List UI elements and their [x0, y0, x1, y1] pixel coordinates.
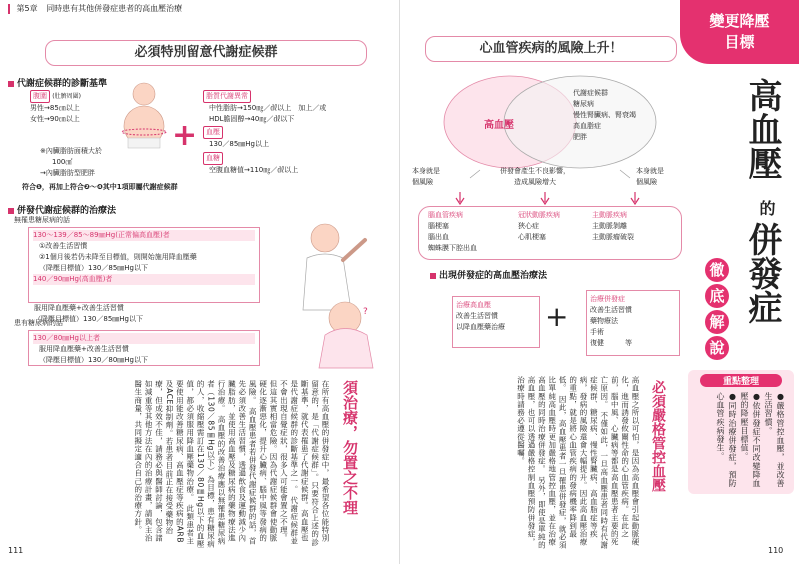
- waist-female: 女性→90㎝以上: [30, 115, 80, 123]
- dm-box: [28, 330, 260, 366]
- disease-1-name: 腦血管疾病: [428, 211, 463, 219]
- bp1-b: ②1個月後若仍未降至目標值，則開始施用降血壓藥: [39, 253, 197, 261]
- disease-2-item: 狹心症: [518, 222, 539, 230]
- bp3-b: （降壓目標值）130／80㎜Hg以下: [39, 356, 148, 364]
- sugar-tag: 血糖: [203, 152, 223, 165]
- left-column-text: [70, 380, 330, 550]
- big-title-c: 併發症: [742, 222, 782, 324]
- disease-1: [428, 210, 477, 254]
- bp3-title: 130／80㎜Hg以上者: [33, 333, 255, 344]
- right-treat-heading: 出現併發症的高血壓治療法: [430, 268, 547, 281]
- venn-item: 高血脂症: [573, 122, 601, 130]
- left-col-p3: 高血壓患者若併發代謝症候群的話，首先必須改善生活習慣，透過飲食及運動減少內臟脂肪，並使用高血壓及糖尿病的藥物療法進行治療。: [216, 380, 258, 545]
- waist-tag: 腹圍: [30, 90, 50, 103]
- summary-item: ●同時治療併發症，預防心血管疾病發生。: [716, 392, 737, 488]
- no-dm-box: [28, 227, 260, 303]
- right-col-p1: 高血壓之所以可怕，是因為高血壓會引起動脈硬化，進而誘發攸關性命的心血管疾病。在此之前，腦中風、心臟病等都是高血壓患者主要的死亡原因。: [599, 376, 640, 547]
- treat-complication-box: [586, 290, 680, 356]
- lipid-line-1: 中性脂肪→150㎎／㎗以上 加上／或: [209, 104, 327, 112]
- left-column-title: 須治療，勿置之不理: [341, 380, 359, 515]
- treat-comp-item: 復健 等: [590, 339, 632, 347]
- bp1-title: 130～139／85～89㎜Hg(正常偏高血壓)者: [33, 230, 255, 241]
- header-bar: [8, 4, 10, 14]
- treat-comp-item: 手術: [590, 328, 604, 336]
- bp2-a: 服用降血壓藥+改善生活習慣: [34, 304, 124, 312]
- left-col-p1: 在所有高血壓的併發症中，最希望各位能特別留意的，是「代謝症候群」。只要符合上述的診斷基準，就代表罹患了代謝症候群。高血壓也是代謝症候群的診斷基準之一。: [289, 380, 330, 547]
- bp-line-1: 130／85㎜Hg以上: [209, 140, 269, 148]
- bp1-c: （降壓目標值）130／85㎜Hg以下: [39, 264, 148, 272]
- venn-item: 肥胖: [573, 133, 587, 141]
- treat-bp-box: [452, 296, 540, 348]
- chapter-label: 第5章: [16, 4, 38, 13]
- bp2-b: （降壓目標值）130／85㎜Hg以下: [34, 315, 143, 323]
- tab-line-2: 目標: [724, 33, 755, 51]
- plus-sign-right: +: [545, 300, 569, 333]
- bp2-title: 140／90㎜Hg(高血壓)者: [33, 274, 255, 285]
- left-col-p5: 此類患者主要使用能改善糖尿病、高血壓症等疾病的ARB及ACE抑制劑。若患者目前正在接受藥物治療，但成效不佳，請務必與醫師討論，包含諸如減重等其他方法在內的治療計畫，請與主治醫生商量，共同擬定適合自己的治療方針。: [133, 380, 195, 545]
- summary-item: ●依併發症不同改變降血壓的降壓目標值。: [740, 392, 761, 488]
- svg-text:?: ?: [363, 307, 368, 317]
- disease-2-name: 冠狀動脈疾病: [518, 211, 560, 219]
- summary-item-text: 同時治療併發症，預防心血管疾病發生。: [716, 392, 737, 488]
- right-col-p2: 不僅如此，一旦高血壓患者同時有代謝症候群、糖尿病、慢性腎臟病、高血脂症等疾病，發病的風險還會大幅提升。因此高血壓治療的重點，就是將心血管疾病的發病機率降到最低。: [558, 376, 609, 550]
- disease-3: [592, 210, 634, 243]
- treat-bp-title: 治療高血壓: [456, 301, 491, 309]
- summary-title: 重點整理: [700, 374, 782, 387]
- visceral-note-3: →內臟脂肪型肥胖: [40, 169, 95, 177]
- waist-block: [30, 90, 120, 125]
- right-box-title: 心血管疾病的風險上升！: [425, 36, 677, 62]
- dm-label: 患有糖尿病的話: [14, 319, 63, 327]
- treat-comp-title: 治療併發症: [590, 295, 625, 303]
- gutter-divider: [399, 0, 400, 564]
- plus-sign: +: [172, 118, 198, 153]
- disease-1-item: 腦梗塞: [428, 222, 449, 230]
- summary-item: ●嚴格管控血壓，並改善生活習慣。: [764, 392, 785, 488]
- criteria-heading: 代謝症候群的診斷基準: [8, 76, 107, 89]
- left-col-p4: 高血壓的改善治療應以無罹患糖尿病者（130／85㎜Hg以下）為目標，患有糖尿病的人，收縮壓需訂在130／80㎜Hg以下的血壓值，都必須服用降血壓藥物治療。: [185, 380, 226, 549]
- summary-box: [688, 370, 794, 494]
- lipid-line-2: HDL膽固醇→40㎎／㎗以下: [209, 115, 295, 123]
- side-left-note: 本身就是 個風險: [412, 167, 440, 186]
- waist-male: 男性→85㎝以上: [30, 104, 80, 112]
- summary-item-text: 嚴格管控血壓，並改善生活習慣。: [764, 392, 785, 488]
- treat-heading: 併發代謝症候群的治療法: [8, 203, 116, 216]
- right-column-title: 必須嚴格管控血壓: [650, 380, 666, 492]
- disease-3-item: 主動脈剝離: [592, 222, 627, 230]
- bp-tag: 血壓: [203, 126, 223, 139]
- bubble-2: 底: [705, 284, 729, 308]
- bubble-3: 解: [705, 310, 729, 334]
- disease-3-name: 主動脈疾病: [592, 211, 627, 219]
- disease-3-item: 主動脈瘤破裂: [592, 233, 634, 241]
- lipid-tag: 脂質代謝異常: [203, 90, 251, 103]
- big-title-a: 高血壓: [742, 78, 782, 180]
- treat-comp-item: 改善生活習慣: [590, 306, 632, 314]
- summary-list: [714, 392, 786, 490]
- summary-item-text: 依併發症不同改變降血壓的降壓目標值。: [740, 392, 761, 488]
- venn-item: 慢性腎臟病、腎衰竭: [573, 111, 636, 119]
- waist-note: (肚臍周圍): [52, 93, 81, 100]
- tab-line-1: 變更降壓: [709, 12, 770, 30]
- venn-left-label: 高血壓: [484, 120, 514, 131]
- lipid-block: [203, 90, 393, 125]
- chapter-tab: [680, 0, 799, 64]
- left-col-p2: 代謝症候群並不會出現自覺症狀，很多人可能會置之不理。但這其實相當危險。因為代謝症候群會使動脈硬化逐漸惡化，提升心臟病、腦中風等發病的風險。: [248, 380, 299, 545]
- treat-bp-item: 以降血壓藥治療: [456, 323, 505, 331]
- bubble-4: 說: [705, 336, 729, 360]
- venn-right-list: [573, 88, 673, 143]
- venn-item: 代謝症候群: [573, 89, 608, 97]
- treat-comp-item: 藥物療法: [590, 317, 618, 325]
- disease-1-item: 蜘蛛膜下腔出血: [428, 244, 477, 252]
- right-page-number: 110: [768, 546, 784, 555]
- sugar-block: [203, 152, 393, 176]
- left-page-number: 111: [8, 546, 24, 555]
- treat-bp-item: 改善生活習慣: [456, 312, 498, 320]
- mid-note: 併發會產生不良影響， 造成風險增大: [500, 167, 570, 186]
- venn-item: 糖尿病: [573, 100, 594, 108]
- chapter-header: [0, 0, 400, 18]
- bp-block: [203, 126, 393, 150]
- disease-2-item: 心肌梗塞: [518, 233, 546, 241]
- arrows: [420, 192, 675, 206]
- sugar-line-1: 空腹血糖值→110㎎／㎗以上: [209, 166, 299, 174]
- disease-2: [518, 210, 560, 243]
- no-dm-label: 無罹患糖尿病的話: [14, 216, 70, 224]
- right-column-text: [410, 376, 640, 551]
- big-title-b: 的: [757, 200, 776, 216]
- right-col-p3: 因此，高血壓患者一旦罹患併發症，就必須比單純高血壓時更加嚴格地管控血壓，並在治療高血壓的同時治療併發症。: [537, 376, 568, 550]
- right-col-p4: 另外，即使是單純的高血壓，也可以透過嚴格控制血壓預防併發症，治療時請務必遵從醫囑。: [516, 376, 547, 550]
- bubble-1: 徹: [705, 258, 729, 282]
- bp3-a: 服用降血壓藥+改善生活習慣: [39, 345, 129, 353]
- visceral-note-2: 100㎠: [52, 158, 73, 166]
- patient-illustration: [285, 210, 395, 370]
- bp1-a: ①改善生活習慣: [39, 242, 88, 250]
- criteria-conclusion: 符合❶，再加上符合❷～❹其中1項即屬代謝症候群: [22, 183, 178, 191]
- man-illustration: [118, 80, 170, 150]
- visceral-note: [40, 146, 150, 179]
- side-right-note: 本身就是 個風險: [636, 167, 664, 186]
- visceral-note-1: ※內臟脂肪面積大於: [40, 147, 102, 155]
- disease-1-item: 腦出血: [428, 233, 449, 241]
- chapter-title: 同時患有其他併發症患者的高血壓治療: [46, 4, 183, 13]
- left-box-title: 必須特別留意代謝症候群: [45, 40, 367, 66]
